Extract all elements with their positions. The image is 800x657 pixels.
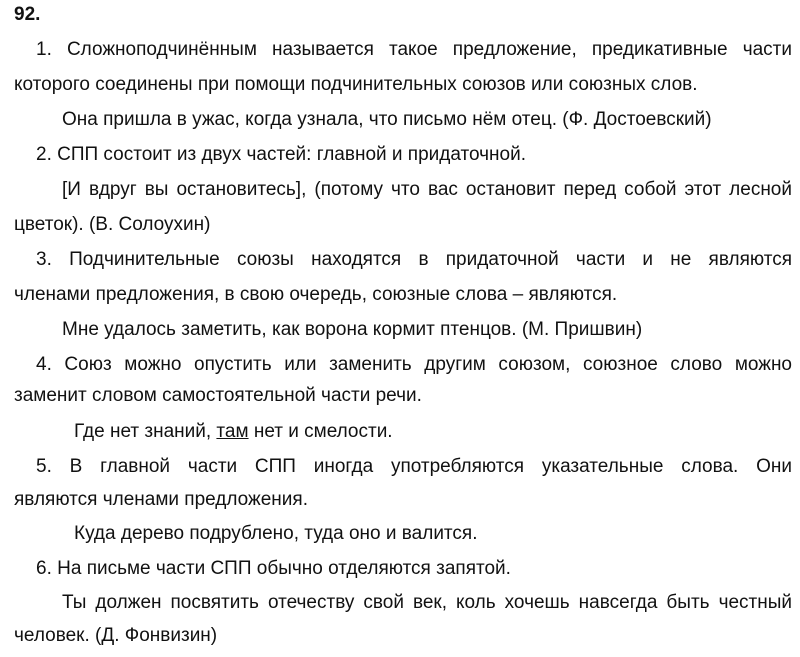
example-2-line-1: [И вдруг вы остановитесь], (потому что вас остановит перед собой этот лесной bbox=[62, 179, 792, 200]
example-3-line-1: Мне удалось заметить, как ворона кормит птенцов. (М. Пришвин) bbox=[62, 319, 643, 340]
rule-3-line-1: 3. Подчинительные союзы находятся в придаточной части и не являются bbox=[36, 249, 792, 270]
example-4-text-before: Где нет знаний, bbox=[74, 421, 217, 442]
exercise-number: 92. bbox=[14, 4, 41, 25]
example-4-text-after: нет и смелости. bbox=[248, 421, 393, 442]
rule-6-line-1: 6. На письме части СПП обычно отделяются запятой. bbox=[36, 558, 511, 579]
example-4-underlined-word: там bbox=[216, 421, 249, 442]
example-4-line-1 bbox=[74, 420, 792, 444]
rule-1-line-1: 1. Сложноподчинённым называется такое предложение, предикативные части bbox=[36, 39, 792, 60]
rule-5-line-2: являются членами предложения. bbox=[14, 489, 308, 510]
example-2-line-2: цветок). (В. Солоухин) bbox=[14, 214, 211, 235]
rule-4-line-2: заменит словом самостоятельной части речи. bbox=[14, 385, 422, 406]
rule-1-line-2: которого соединены при помощи подчинительных союзов или союзных слов. bbox=[14, 74, 698, 95]
example-5-line-1: Куда дерево подрублено, туда оно и валится. bbox=[74, 523, 478, 544]
example-1-line-1: Она пришла в ужас, когда узнала, что письмо нём отец. (Ф. Достоевский) bbox=[62, 109, 712, 130]
rule-2-line-1: 2. СПП состоит из двух частей: главной и придаточной. bbox=[36, 144, 527, 165]
example-6-line-2: человек. (Д. Фонвизин) bbox=[14, 625, 218, 646]
rule-5-line-1: 5. В главной части СПП иногда употребляются указательные слова. Они bbox=[36, 456, 792, 477]
rule-4-line-1: 4. Союз можно опустить или заменить другим союзом, союзное слово можно bbox=[36, 354, 792, 375]
rule-3-line-2: членами предложения, в свою очередь, союзные слова – являются. bbox=[14, 284, 618, 305]
example-6-line-1: Ты должен посвятить отечеству свой век, коль хочешь навсегда быть честный bbox=[62, 592, 792, 613]
